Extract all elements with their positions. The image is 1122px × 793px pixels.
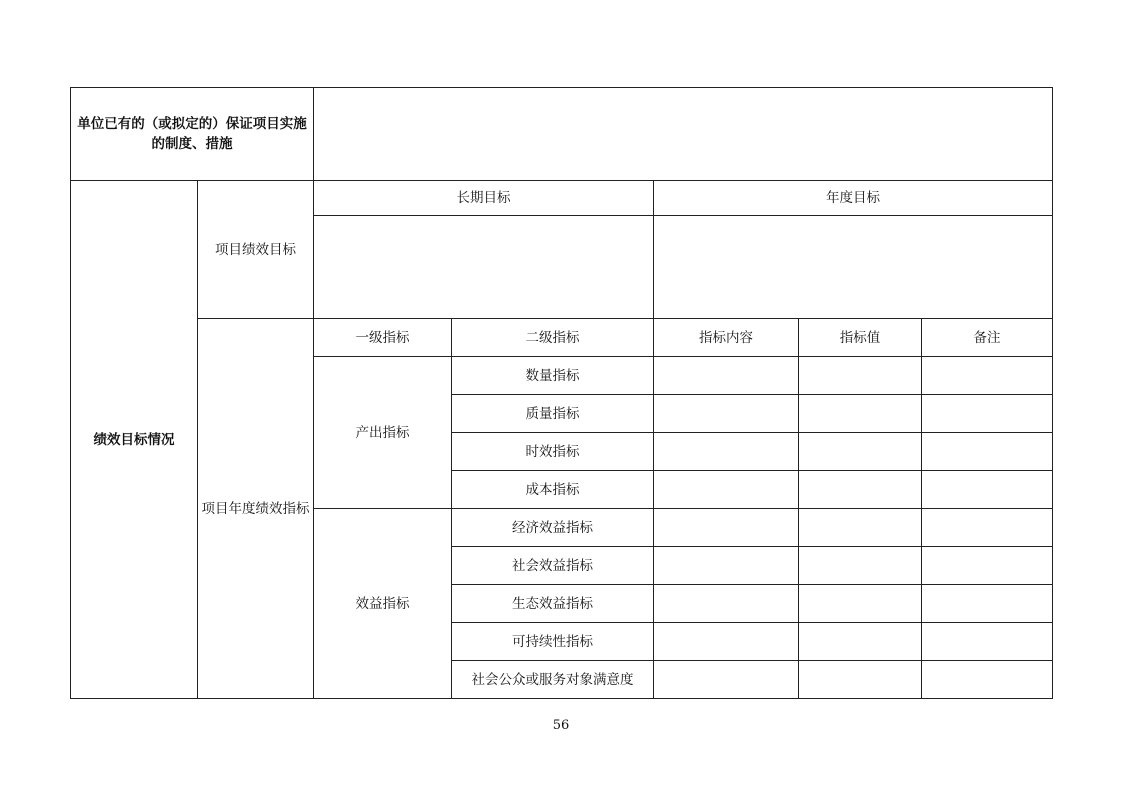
indicator-name: 数量指标 bbox=[452, 357, 654, 395]
indicator-name: 经济效益指标 bbox=[452, 509, 654, 547]
header-level1: 一级指标 bbox=[314, 319, 452, 357]
header-remarks: 备注 bbox=[922, 319, 1053, 357]
indicator-name: 社会效益指标 bbox=[452, 547, 654, 585]
indicator-value-cell[interactable] bbox=[799, 433, 922, 471]
indicator-remarks-cell[interactable] bbox=[922, 623, 1053, 661]
indicator-remarks-cell[interactable] bbox=[922, 509, 1053, 547]
indicator-content-cell[interactable] bbox=[654, 471, 799, 509]
long-term-goal-cell[interactable] bbox=[314, 216, 654, 319]
goal-header-row bbox=[71, 181, 1053, 216]
measures-label: 单位已有的（或拟定的）保证项目实施的制度、措施 bbox=[71, 88, 314, 181]
indicator-value-cell[interactable] bbox=[799, 547, 922, 585]
indicator-value-cell[interactable] bbox=[799, 623, 922, 661]
indicator-content-cell[interactable] bbox=[654, 509, 799, 547]
indicator-value-cell[interactable] bbox=[799, 357, 922, 395]
indicator-name: 成本指标 bbox=[452, 471, 654, 509]
indicator-value-cell[interactable] bbox=[799, 509, 922, 547]
indicator-name: 时效指标 bbox=[452, 433, 654, 471]
indicator-name: 生态效益指标 bbox=[452, 585, 654, 623]
indicator-content-cell[interactable] bbox=[654, 623, 799, 661]
annual-indicators-label: 项目年度绩效指标 bbox=[198, 319, 314, 699]
measures-content-cell[interactable] bbox=[314, 88, 1053, 181]
indicator-value-cell[interactable] bbox=[799, 395, 922, 433]
indicator-remarks-cell[interactable] bbox=[922, 661, 1053, 699]
indicator-value-cell[interactable] bbox=[799, 585, 922, 623]
indicator-remarks-cell[interactable] bbox=[922, 547, 1053, 585]
annual-goal-cell[interactable] bbox=[654, 216, 1053, 319]
indicator-header-row bbox=[71, 319, 1053, 357]
indicator-content-cell[interactable] bbox=[654, 547, 799, 585]
indicator-content-cell[interactable] bbox=[654, 433, 799, 471]
indicator-remarks-cell[interactable] bbox=[922, 357, 1053, 395]
header-value: 指标值 bbox=[799, 319, 922, 357]
indicator-value-cell[interactable] bbox=[799, 661, 922, 699]
indicator-name: 社会公众或服务对象满意度 bbox=[452, 661, 654, 699]
header-content: 指标内容 bbox=[654, 319, 799, 357]
performance-form-table bbox=[70, 87, 1053, 699]
project-goal-label: 项目绩效目标 bbox=[198, 181, 314, 319]
output-indicator-group: 产出指标 bbox=[314, 357, 452, 509]
indicator-name: 质量指标 bbox=[452, 395, 654, 433]
benefit-indicator-group: 效益指标 bbox=[314, 509, 452, 699]
indicator-name: 可持续性指标 bbox=[452, 623, 654, 661]
header-level2: 二级指标 bbox=[452, 319, 654, 357]
measures-row bbox=[71, 88, 1053, 181]
indicator-remarks-cell[interactable] bbox=[922, 433, 1053, 471]
indicator-content-cell[interactable] bbox=[654, 395, 799, 433]
annual-goal-header: 年度目标 bbox=[654, 181, 1053, 216]
indicator-content-cell[interactable] bbox=[654, 585, 799, 623]
indicator-remarks-cell[interactable] bbox=[922, 585, 1053, 623]
indicator-content-cell[interactable] bbox=[654, 357, 799, 395]
indicator-remarks-cell[interactable] bbox=[922, 395, 1053, 433]
long-term-goal-header: 长期目标 bbox=[314, 181, 654, 216]
indicator-content-cell[interactable] bbox=[654, 661, 799, 699]
page-number: 56 bbox=[552, 718, 570, 733]
performance-section-label: 绩效目标情况 bbox=[71, 181, 198, 699]
indicator-value-cell[interactable] bbox=[799, 471, 922, 509]
indicator-remarks-cell[interactable] bbox=[922, 471, 1053, 509]
